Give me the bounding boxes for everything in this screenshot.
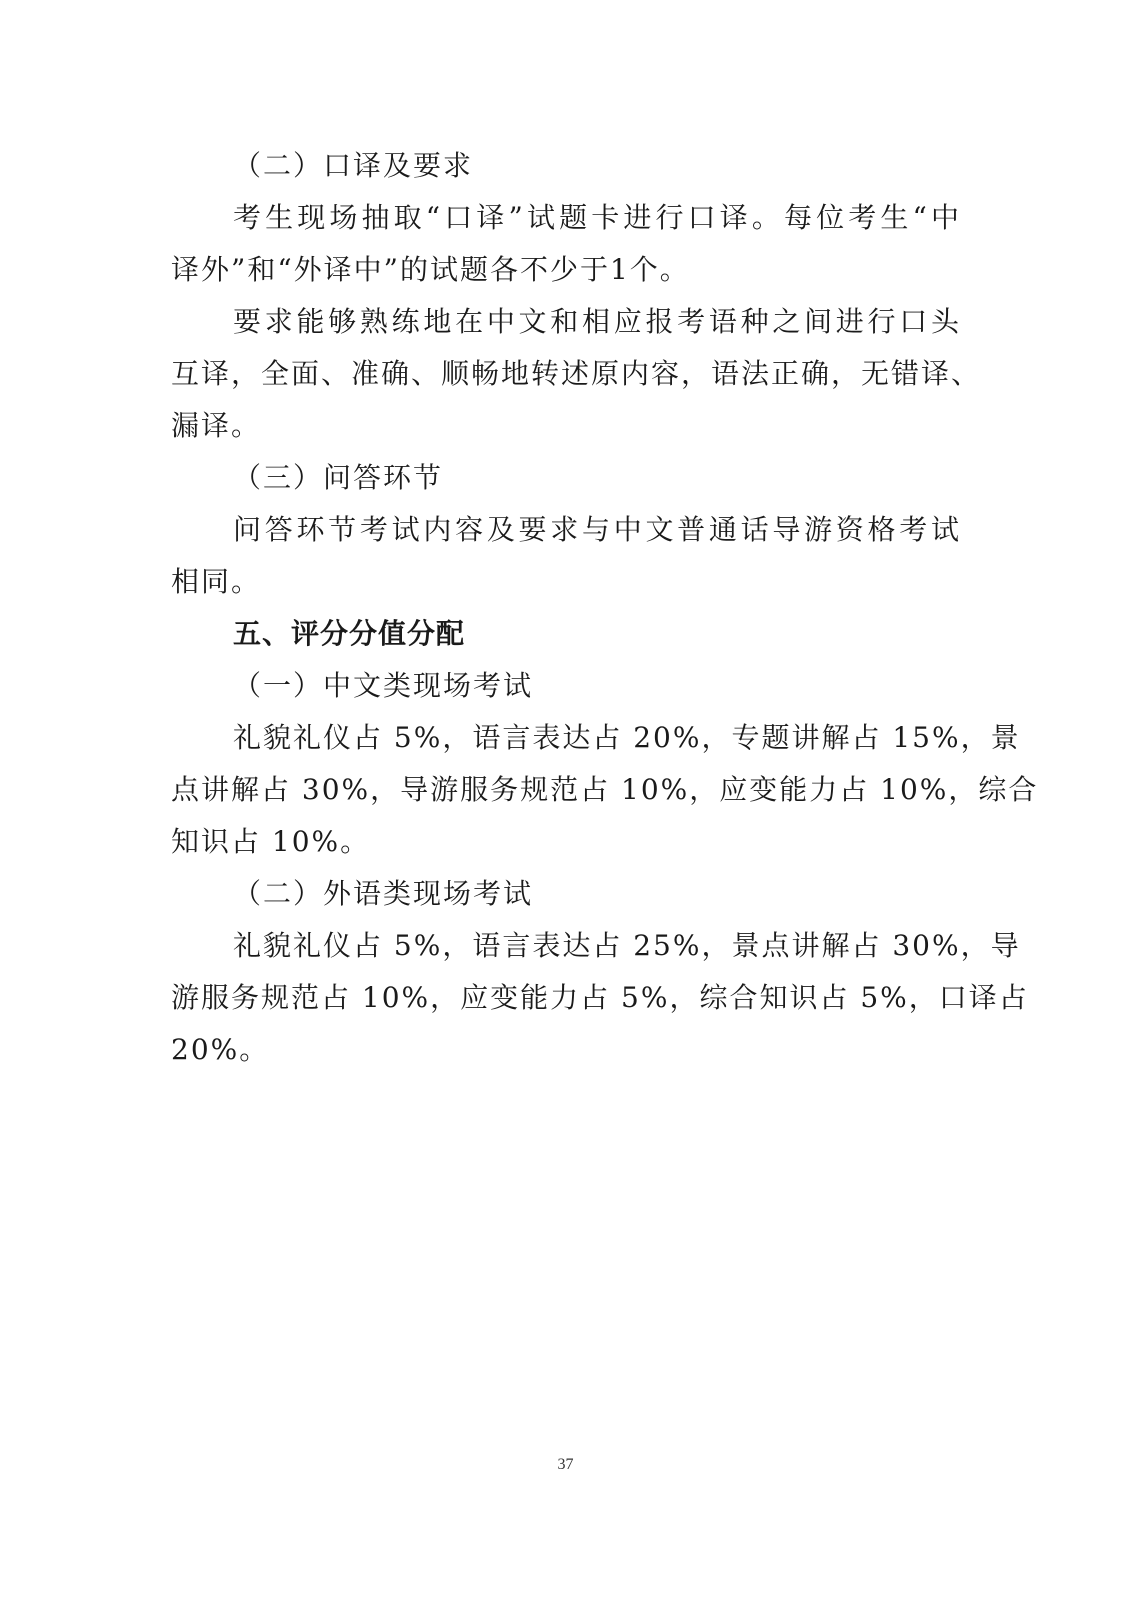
paragraph-line: 相同。: [171, 565, 262, 598]
paragraph-line: 考生现场抽取“口译”试题卡进行口译。每位考生“中: [233, 201, 961, 234]
subsection-heading-chinese-exam: （一）中文类现场考试: [233, 669, 534, 702]
paragraph-line: 礼貌礼仪占 5%，语言表达占 20%，专题讲解占 15%，景: [233, 721, 1021, 754]
paragraph-line: 要求能够熟练地在中文和相应报考语种之间进行口头: [233, 305, 961, 338]
page-number: 37: [557, 1456, 574, 1473]
paragraph-line: 问答环节考试内容及要求与中文普通话导游资格考试: [233, 513, 961, 546]
paragraph-line: 漏译。: [171, 409, 262, 442]
paragraph-line: 互译，全面、准确、顺畅地转述原内容，语法正确，无错译、: [171, 357, 982, 390]
paragraph-line: 20%。: [171, 1033, 270, 1066]
paragraph-line: 游服务规范占 10%，应变能力占 5%，综合知识占 5%，口译占: [171, 981, 1029, 1014]
paragraph-line: 译外”和“外译中”的试题各不少于1个。: [171, 253, 690, 286]
section-heading-scoring: 五、评分分值分配: [233, 617, 466, 650]
paragraph-line: 知识占 10%。: [171, 825, 371, 858]
subsection-heading-qa: （三）问答环节: [233, 461, 444, 494]
paragraph-line: 礼貌礼仪占 5%，语言表达占 25%，景点讲解占 30%，导: [233, 929, 1021, 962]
subsection-heading-interpretation: （二）口译及要求: [233, 149, 474, 182]
paragraph-line: 点讲解占 30%，导游服务规范占 10%，应变能力占 10%，综合: [171, 773, 1039, 806]
subsection-heading-foreign-exam: （二）外语类现场考试: [233, 877, 534, 910]
